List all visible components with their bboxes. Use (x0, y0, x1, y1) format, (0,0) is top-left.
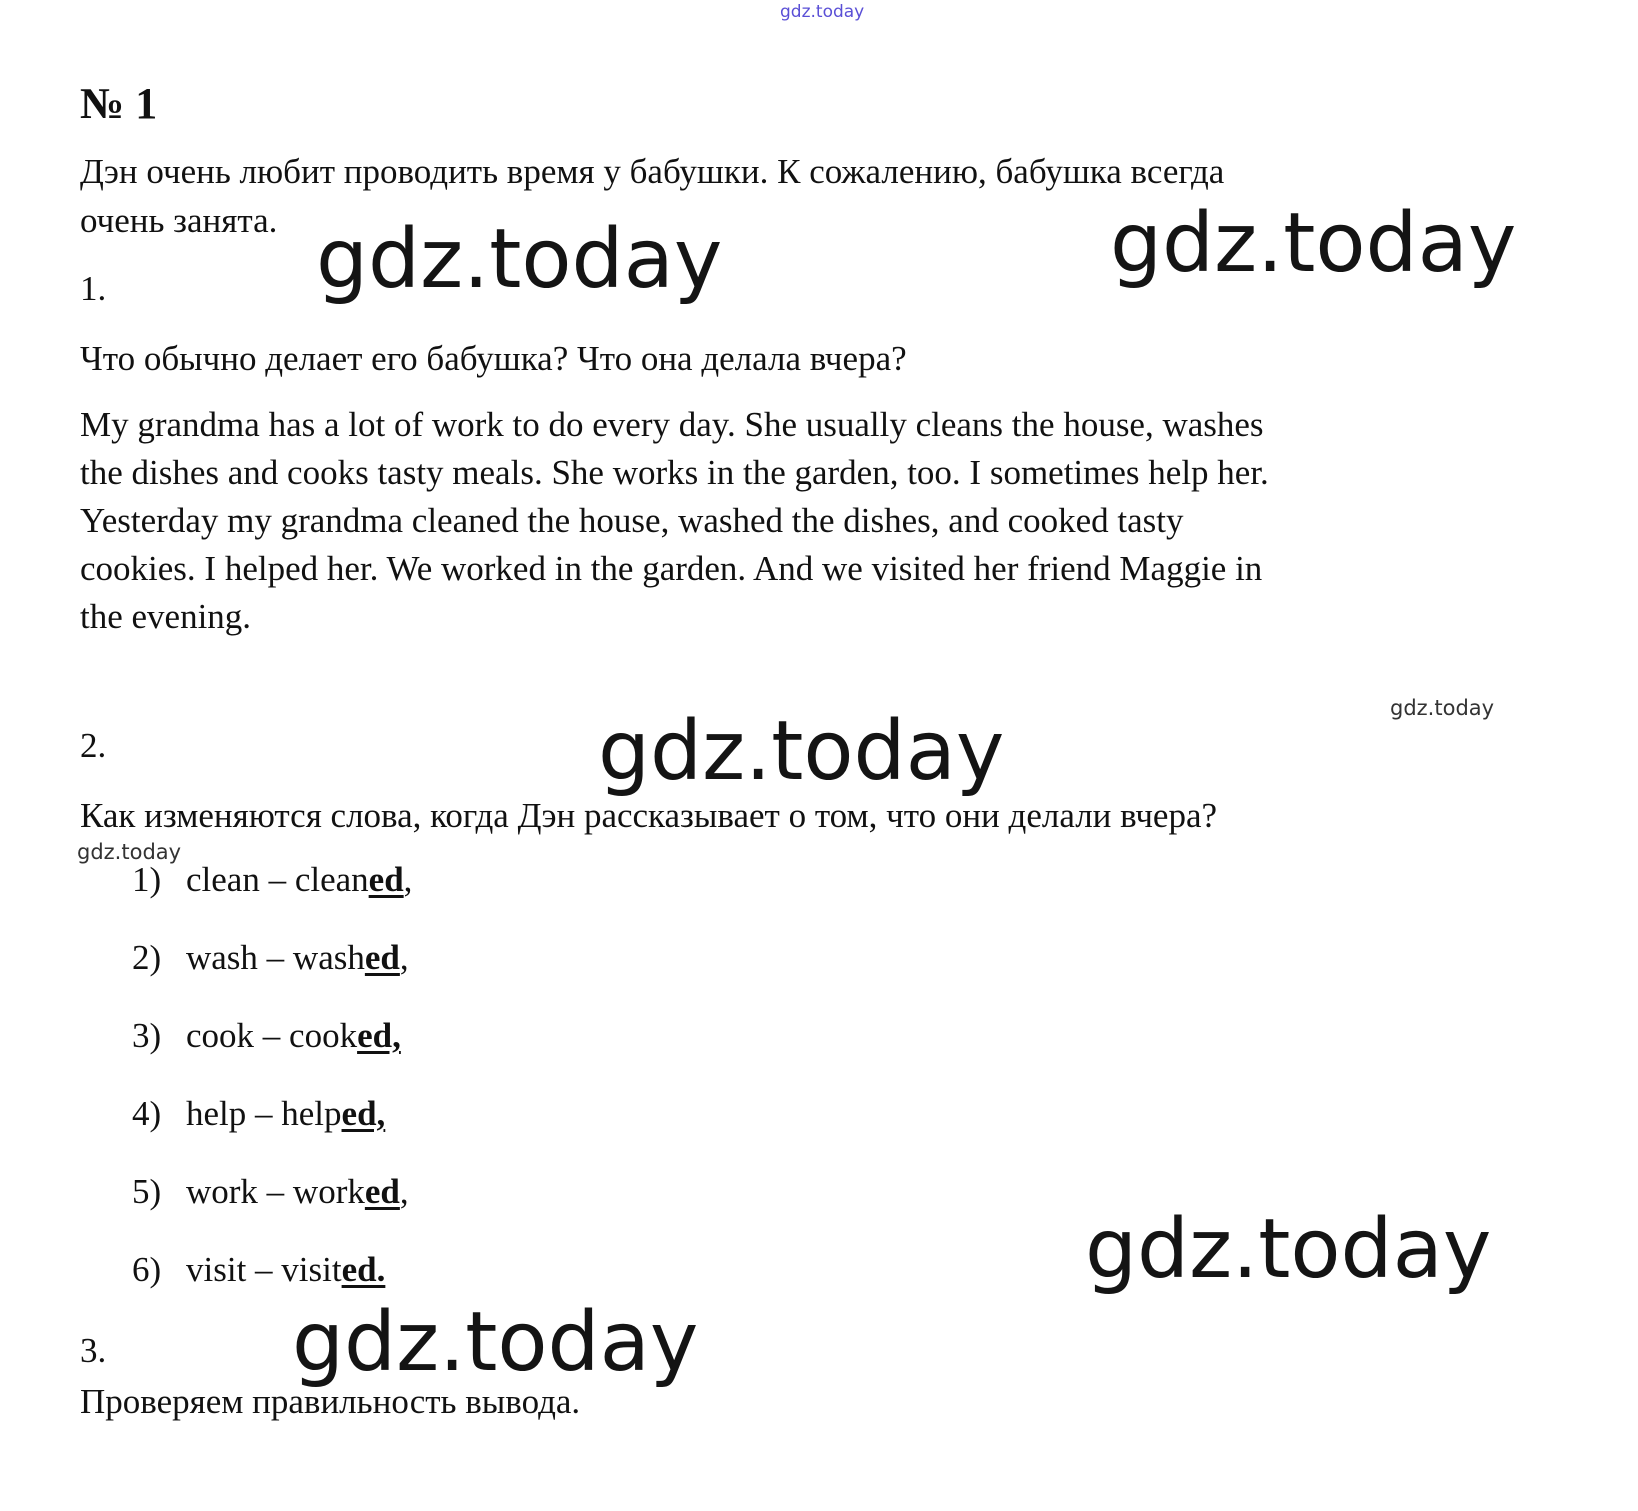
list-item-punct: , (399, 1172, 409, 1211)
list-item-number: 2) (132, 938, 162, 977)
watermark-top: gdz.today (780, 2, 865, 22)
list-item (132, 1016, 401, 1056)
watermark-small-right: gdz.today (1390, 696, 1495, 720)
watermark-large: gdz.today (1085, 1202, 1492, 1297)
watermark-large: gdz.today (316, 212, 723, 307)
watermark-large: gdz.today (1110, 196, 1517, 291)
list-item (132, 1250, 385, 1290)
answer-line: Yesterday my grandma cleaned the house, washed the dishes, and cooked tasty (80, 501, 1184, 540)
list-item (132, 1172, 409, 1212)
list-item-number: 5) (132, 1172, 162, 1211)
section-2-number: 2. (80, 726, 107, 765)
list-item-base: work – work (186, 1172, 365, 1211)
list-item (132, 860, 412, 900)
list-item (132, 938, 409, 978)
list-item-suffix: ed, (341, 1094, 386, 1133)
intro-line-1: Дэн очень любит проводить время у бабушки. К сожалению, бабушка всегда (80, 152, 1225, 191)
exercise-title: № 1 (80, 79, 158, 128)
list-item-suffix: ed (368, 860, 404, 899)
list-item-base: wash – wash (186, 938, 365, 977)
list-item-base: cook – cook (186, 1016, 358, 1055)
section-1-answer (80, 401, 1269, 641)
answer-line: cookies. I helped her. We worked in the garden. And we visited her friend Maggie in (80, 549, 1263, 588)
list-item-suffix: ed. (341, 1250, 386, 1289)
list-item-suffix: ed (364, 1172, 400, 1211)
answer-line: the dishes and cooks tasty meals. She works in the garden, too. I sometimes help her. (80, 453, 1269, 492)
answer-line: the evening. (80, 597, 252, 636)
list-item-punct: , (403, 860, 413, 899)
list-item-base: help – help (186, 1094, 342, 1133)
list-item-suffix: ed, (357, 1016, 401, 1055)
list-item-punct: , (399, 938, 409, 977)
section-2-question: Как изменяются слова, когда Дэн рассказывает о том, что они делали вчера? (80, 796, 1218, 835)
watermark-large: gdz.today (292, 1295, 699, 1390)
intro-line-2: очень занята. (80, 201, 278, 240)
watermark-small-left: gdz.today (77, 840, 182, 864)
list-item-number: 3) (132, 1016, 162, 1055)
list-item (132, 1094, 385, 1134)
watermark-large: gdz.today (598, 704, 1005, 799)
section-3-text: Проверяем правильность вывода. (80, 1382, 581, 1421)
list-item-suffix: ed (364, 938, 400, 977)
section-1-number: 1. (80, 269, 107, 308)
list-item-number: 4) (132, 1094, 162, 1133)
section-1-question: Что обычно делает его бабушка? Что она делала вчера? (80, 339, 907, 378)
list-item-base: visit – visit (186, 1250, 342, 1289)
answer-line: My grandma has a lot of work to do every day. She usually cleans the house, washes (80, 405, 1264, 444)
list-item-number: 6) (132, 1250, 162, 1289)
list-item-number: 1) (132, 860, 162, 899)
list-item-base: clean – clean (186, 860, 369, 899)
section-3-number: 3. (80, 1331, 107, 1370)
